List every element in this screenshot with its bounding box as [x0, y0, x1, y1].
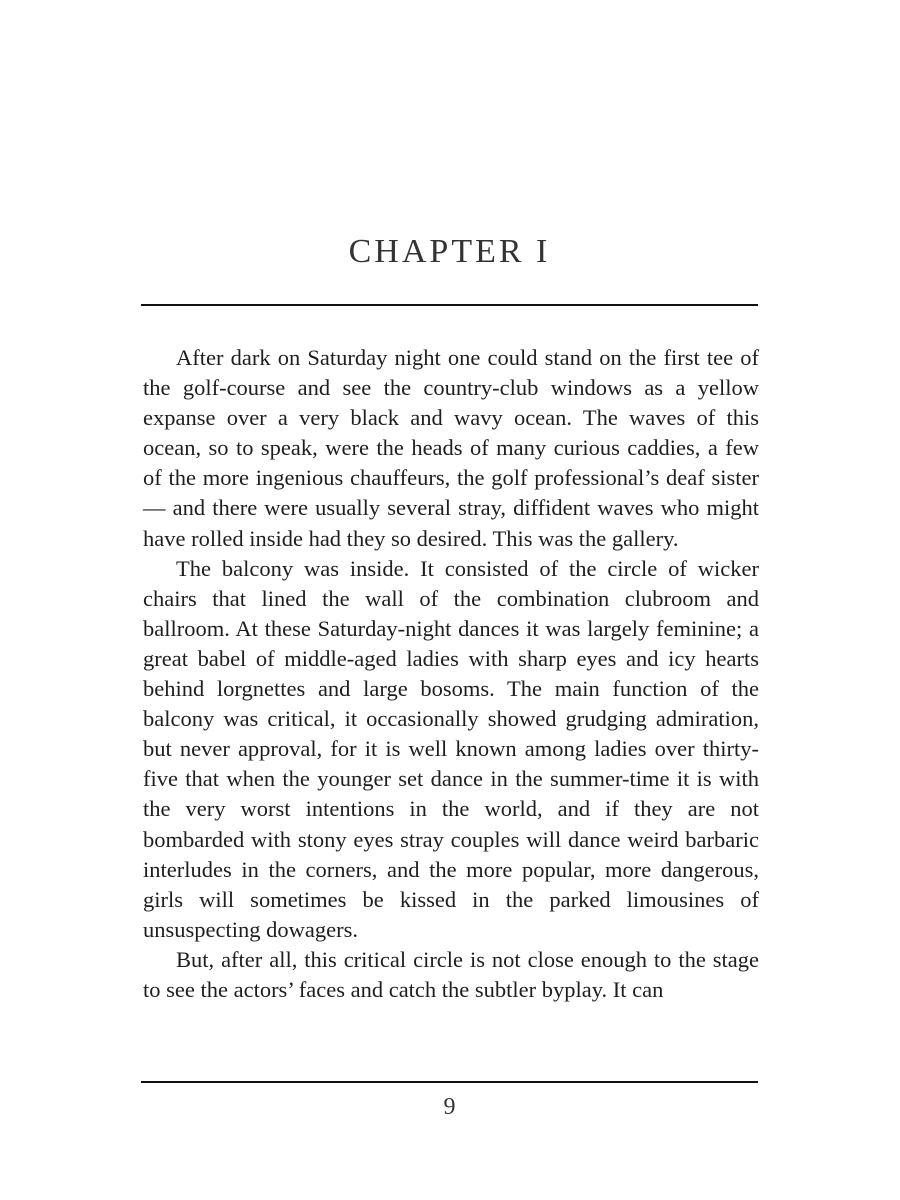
chapter-body — [143, 343, 759, 1005]
chapter-title: CHAPTER I — [348, 233, 551, 270]
top-divider — [141, 304, 758, 306]
paragraph-3: But, after all, this critical circle is not close enough to the stage to see the actors’ faces and catch the subtler byplay. It can — [143, 946, 759, 1002]
page-number: 9 — [443, 1094, 456, 1120]
paragraph-1: After dark on Saturday night one could stand on the first tee of the golf-course and see the country-club windows as a yellow expanse over a very black and wavy ocean. The waves of this ocean, so to speak, were the heads of many curious caddies, a few of the more ingenious chauffeurs, the golf professional’s deaf sister — and there were usually several stray, diffident waves who might have rolled inside had they so desired. This was the gallery. — [143, 345, 759, 551]
paragraph-2: The balcony was inside. It consisted of the circle of wicker chairs that lined the wall of the combination clubroom and ballroom. At these Saturday-night dances it was largely feminine; a great babel of middle-aged ladies with sharp eyes and icy hearts behind lorgnettes and large bosoms. The main function of the balcony was critical, it occasionally showed grudging admiration, but never approval, for it is well known among ladies over thirty-five that when the younger set dance in the summer-time it is with the very worst intentions in the world, and if they are not bombarded with stony eyes stray couples will dance weird barbaric interludes in the corners, and the more popular, more dangerous, girls will sometimes be kissed in the parked limousines of unsuspecting dowagers. — [143, 555, 759, 942]
bottom-divider — [141, 1081, 758, 1083]
